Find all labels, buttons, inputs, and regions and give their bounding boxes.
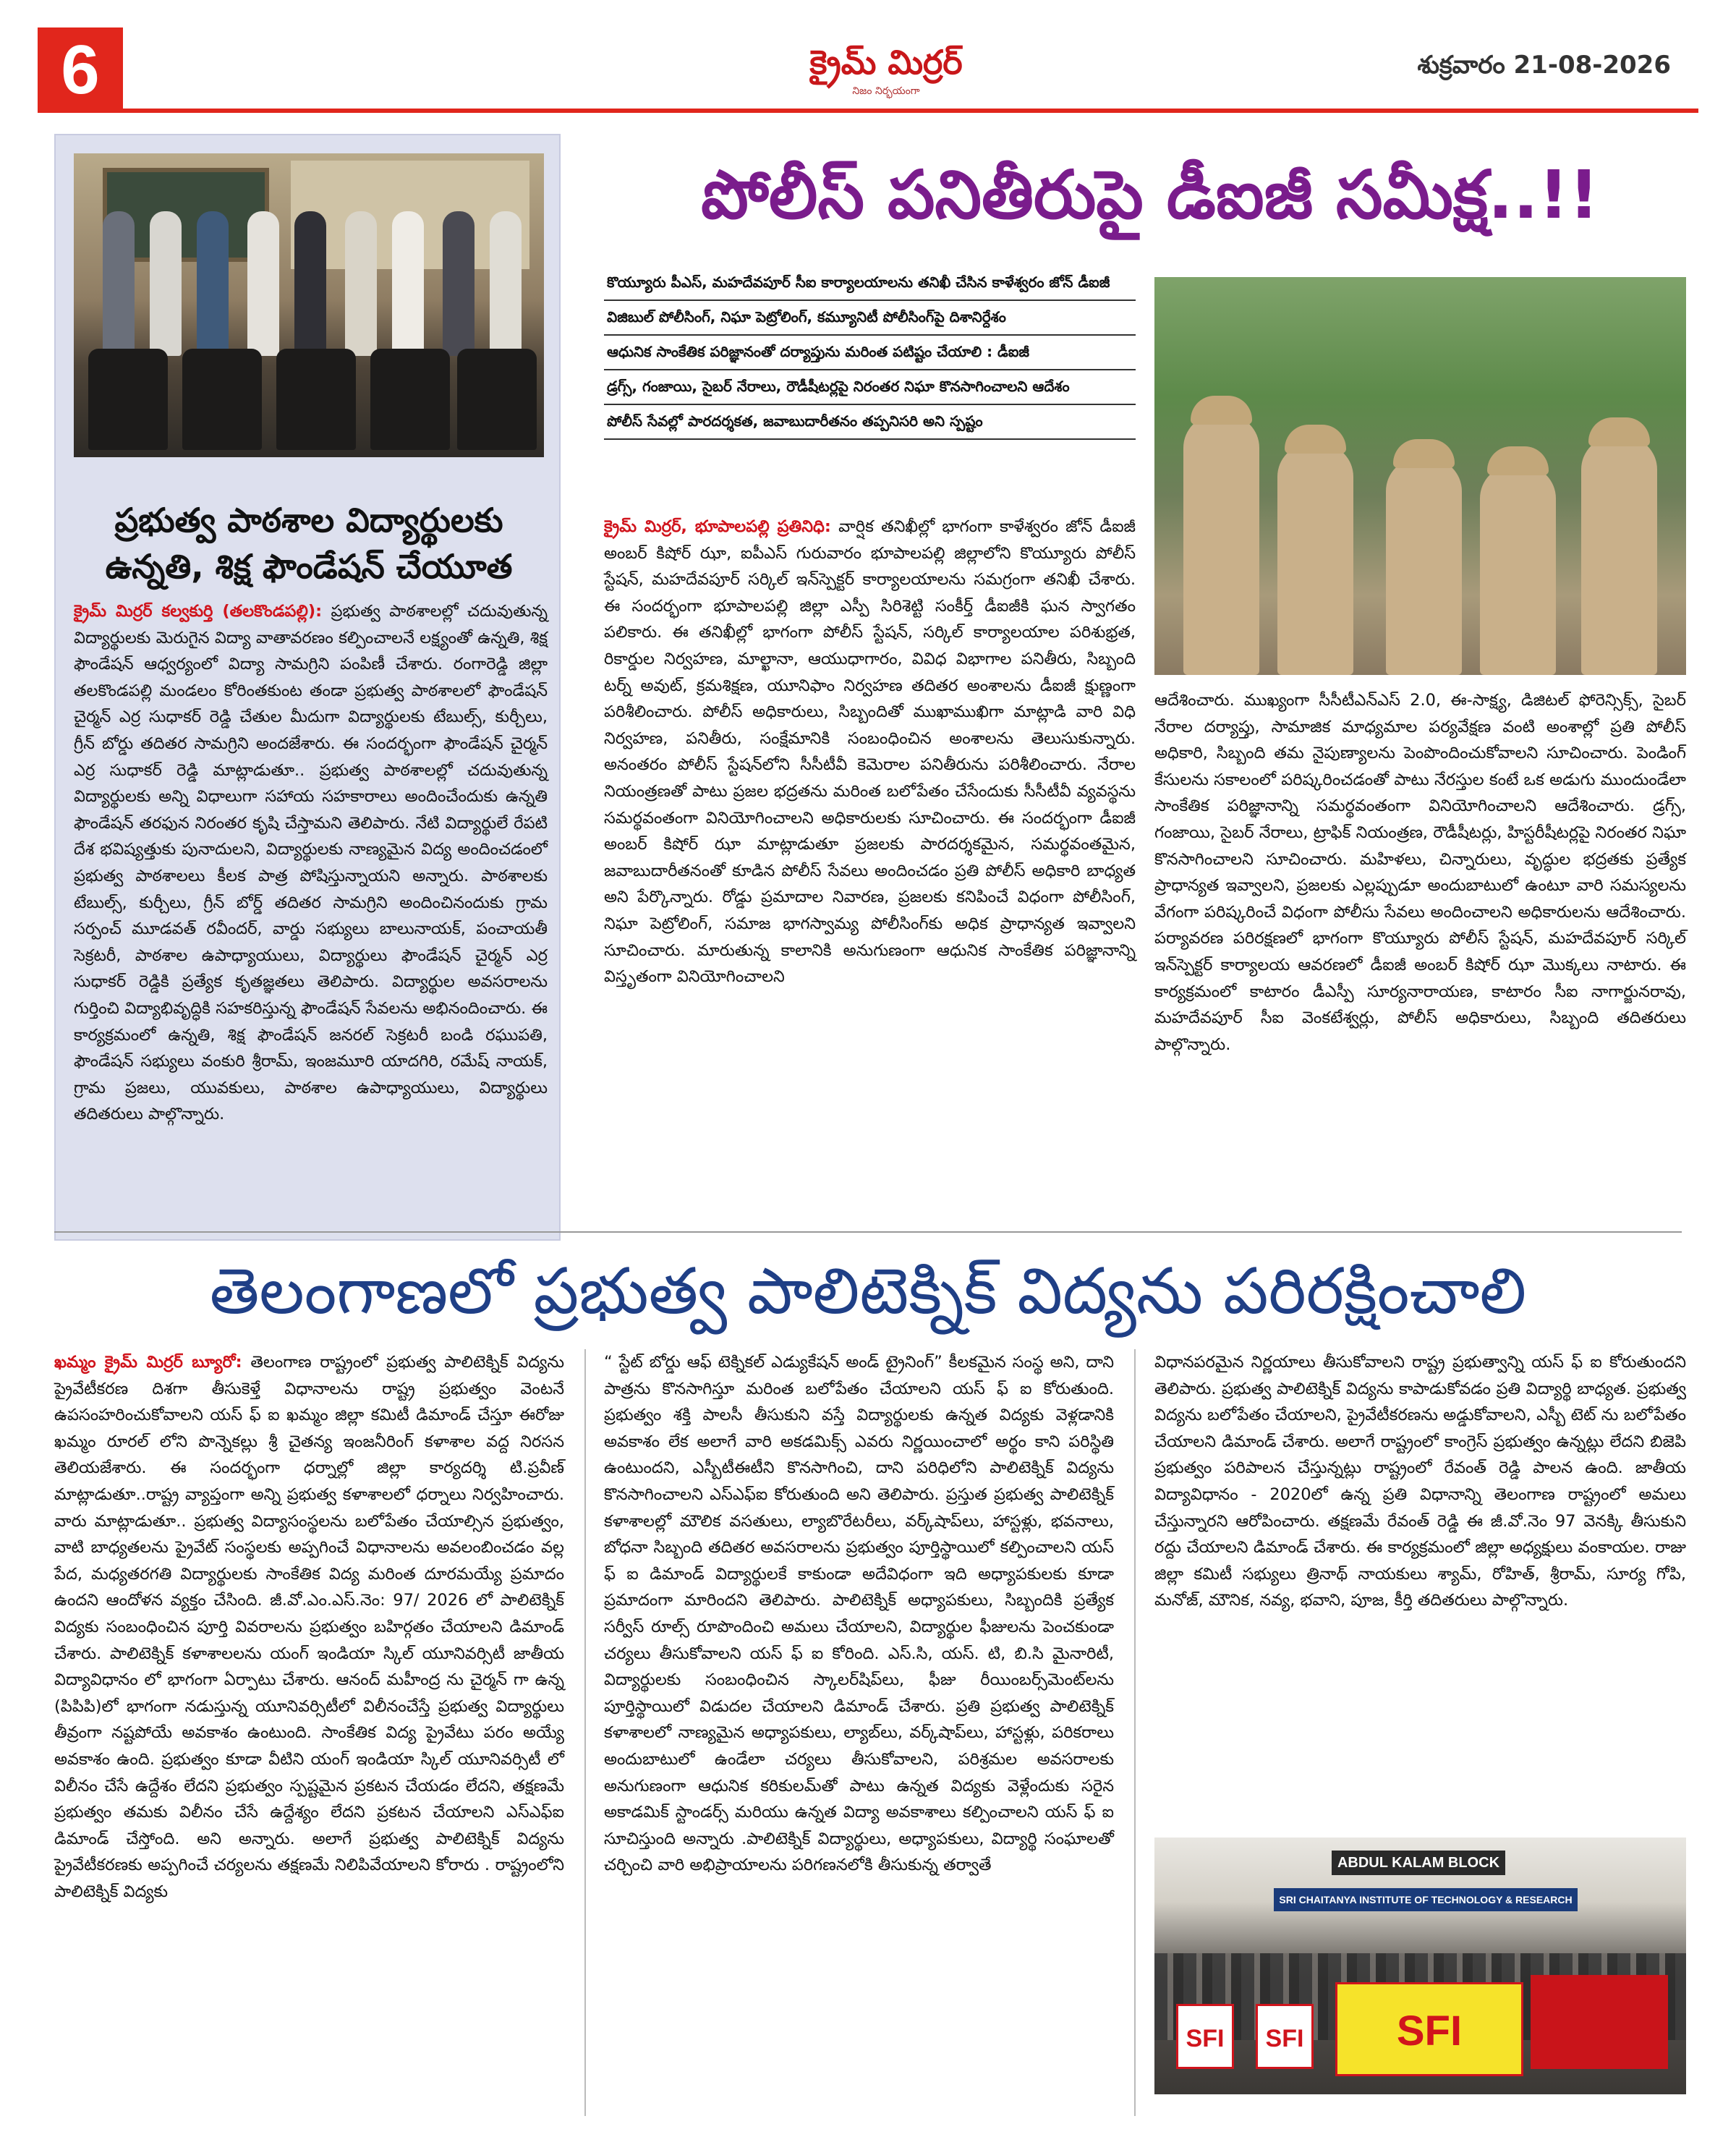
police-cap: [1285, 425, 1346, 454]
highlight-item: విజిబుల్ పోలీసింగ్, నిఘా పెట్రోలింగ్, కమ్యూనిటీ పోలీసింగ్‌పై దిశానిర్దేశం: [604, 301, 1136, 336]
chair: [276, 349, 356, 450]
police-story-headline: పోలీస్ పనితీరుపై డీఐజీ సమీక్ష..!!: [701, 156, 1599, 234]
person-figure: [443, 211, 475, 356]
brand-tagline: నిజం నిర్భయంగా: [852, 85, 920, 97]
polytechnic-story-column-1: [54, 1349, 564, 1905]
chair: [457, 349, 537, 450]
police-story-body-left: [604, 514, 1136, 990]
masthead-divider: [38, 109, 1698, 113]
police-cap: [1393, 439, 1455, 468]
building-sign: ABDUL KALAM BLOCK: [1332, 1851, 1505, 1875]
person-figure: [392, 211, 424, 356]
sfi-flag: SFI: [1176, 2004, 1234, 2069]
school-story-body: [74, 598, 548, 1128]
polytechnic-story-column-2: “ స్టేట్ బోర్డు ఆఫ్ టెక్నికల్ ఎడ్యుకేషన్ అండ్ ట్రైనింగ్” కీలకమైన సంస్థ అని, దాని పాత్రను కొనసాగిస్తూ మరింత బలోపేతం చేయాలని యస్ ఫ్ ఐ కోరుతుంది. ప్రభుత్వం శక్తి పాలసీ తీసుకుని వస్తే విద్యార్థులకు ఉన్నత విద్యకు వెళ్లడానికి అవకాశం లేక అలాగే వారి అకడమిక్స్ ఎవరు నిర్ణయించాలో అర్థం కాని పరిస్థితి ఉంటుందని, ఎస్బీటీఈటీని కొనసాగించి, దాని పరిధిలోని పాలిటెక్నిక్ విద్యను కొనసాగించాలని ఎస్ఎఫ్ఐ కోరుతుంది అని తెలిపారు. ప్రస్తుత ప్రభుత్వ పాలిటెక్నిక్ కళాశాలల్లో మౌలిక వసతులు, ల్యాబొరేటరీలు, వర్క్‌షాప్‌లు, హాస్టళ్లు, భవనాలు, బోధనా సిబ్బంది తదితర అవసరాలను ప్రభుత్వం పూర్తిస్థాయిలో కల్పించాలని యస్ ఫ్ ఐ డిమాండ్ విద్యార్థులకే కాకుండా అదేవిధంగా ఇది అధ్యాపకులకు కూడా ప్రమాదంగా మారిందని తెలిపారు. పాలిటెక్నిక్ అధ్యాపకులు, సిబ్బందికి ప్రత్యేక సర్వీస్ రూల్స్ రూపొందించి అమలు చేయాలని, విద్యార్థుల ఫీజులను పెంచకుండా చర్యలు తీసుకోవాలని యస్ ఫ్ ఐ కోరింది. ఎస్.సి, యస్. టి, బి.సి మైనారిటీ, విద్యార్థులకు సంబంధించిన స్కాలర్‌షిప్‌లు, ఫీజు రీయింబర్స్‌మెంట్‌లను పూర్తిస్థాయిలో విడుదల చేయాలని డిమాండ్ చేశారు. ప్రతి ప్రభుత్వ పాలిటెక్నిక్ కళాశాలలో నాణ్యమైన అధ్యాపకులు, ల్యాబ్‌లు, వర్క్‌షాప్‌లు, హాస్టళ్లు, పరికరాలు అందుబాటులో ఉండేలా చర్యలు తీసుకోవాలని, పరిశ్రమల అవసరాలకు అనుగుణంగా ఆధునిక కరికులమ్‌తో పాటు ఉన్నత విద్యకు వెళ్లేందుకు సరైన అకాడమిక్ స్టాండర్స్ మరియు ఉన్నత విద్యా అవకాశాలు కల్పించాలని యస్ ఫ్ ఐ సూచిస్తుంది అన్నారు .పాలిటెక్నిక్ విద్యార్థులు, అధ్యాపకులు, విద్యార్థి సంఘాలతో చర్చించి వారి అభిప్రాయాలను పరిగణనలోకి తీసుకున్న తర్వాతే: [604, 1353, 1114, 1875]
college-banner: SRI CHAITANYA INSTITUTE OF TECHNOLOGY & RESEARCH: [1274, 1888, 1578, 1911]
person-figure: [103, 211, 135, 356]
sfi-flag: SFI: [1256, 2004, 1314, 2069]
person-figure: [294, 211, 326, 356]
sfi-banner: SFI: [1335, 1982, 1523, 2076]
person-figure: [150, 211, 182, 356]
polytechnic-story-column-3: విధానపరమైన నిర్ణయాలు తీసుకోవాలని రాష్ట్ర ప్రభుత్వాన్ని యస్ ఫ్ ఐ కోరుతుందని తెలిపారు. ప్రభుత్వ పాలిటెక్నిక్ విద్యను కాపాడుకోవడం ప్రతి విద్యార్థి బాధ్యత. ప్రభుత్వ విద్యను బలోపేతం చేయాలని, ప్రైవేటీకరణను అడ్డుకోవాలని, ఎస్బీ టెట్ ను బలోపేతం చేయాలని డిమాండ్ చేశారు. అలాగే రాష్ట్రంలో కాంగ్రెస్ ప్రభుత్వం ఉన్నట్లు లేదని బిజెపి ప్రభుత్వం పరిపాలన చేస్తున్నట్లు రాష్ట్రంలో రేవంత్ రెడ్డి పాలన ఉంది. జాతీయ విద్యావిధానం - 2020లో ఉన్న ప్రతి విధానాన్ని తెలంగాణ రాష్ట్రంలో అమలు చేస్తున్నారని ఆరోపించారు. తక్షణమే రేవంత్ రెడ్డి ఈ జీ.వో.నెం 97 వెనక్కి తీసుకుని రద్దు చేయాలని డిమాండ్ చేశారు. ఈ కార్యక్రమంలో జిల్లా అధ్యక్షులు వంకాయల. రాజు జిల్లా కమిటీ సభ్యులు త్రినాథ్ నాయకులు శ్యామ్, రోహిత్, శ్రీరామ్, సూర్య గోపి, మనోజ్, మౌనిక, నవ్య, భవాని, పూజ, కీర్తి తదితరులు పాల్గొన్నారు.: [1154, 1353, 1686, 1610]
police-cap: [1191, 396, 1252, 425]
column-divider: [584, 1349, 586, 2116]
column-divider: [1134, 1349, 1136, 2116]
school-story-byline: క్రైమ్ మిర్రర్ కల్వకుర్తి (తలకొండపల్లి):: [74, 602, 323, 621]
polytechnic-story-text: తెలంగాణ రాష్ట్రంలో ప్రభుత్వ పాలిటెక్నిక్ విద్యను ప్రైవేటీకరణ దిశగా తీసుకెళ్తే విధానాలను రాష్ట్ర ప్రభుత్వం వెంటనే ఉపసంహరించుకోవాలని యస్ ఫ్ ఐ ఖమ్మం జిల్లా కమిటీ డిమాండ్ చేస్తూ ఈరోజు ఖమ్మం రూరల్ లోని పొన్నెకల్లు శ్రీ చైతన్య ఇంజనీరింగ్ కళాశాల వద్ద నిరసన తెలియజేశారు. ఈ సందర్భంగా ధర్నాల్లో జిల్లా కార్యదర్శి టి.ప్రవీణ్ మాట్లాడుతూ..రాష్ట్ర వ్యాప్తంగా అన్ని ప్రభుత్వ కళాశాలలో ధర్నాలు నిర్వహించారు. వారు మాట్లాడుతూ.. ప్రభుత్వ విద్యాసంస్థలను బలోపేతం చేయాల్సిన ప్రభుత్వం, వాటి బాధ్యతలను ప్రైవేట్ సంస్థలకు అప్పగించే విధానాలను అవలంబించడం వల్ల పేద, మధ్యతరగతి విద్యార్థులకు సాంకేతిక విద్య మరింత దూరమయ్యే ప్రమాదం ఉందని ఆందోళన వ్యక్తం చేసింది. జీ.వో.ఎం.ఎస్.నెం: 97/ 2026 లో పాలిటెక్నిక్ విద్యకు సంబంధించిన పూర్తి వివరాలను ప్రభుత్వం బహిర్గతం చేయాలని డిమాండ్ చేశారు. పాలిటెక్నిక్ కళాశాలలను యంగ్ ఇండియా స్కిల్ యూనివర్సిటీ జాతీయ విద్యావిధానం లో భాగంగా ఏర్పాటు చేశారు. ఆనంద్ మహీంద్ర ను చైర్మన్ గా ఉన్న (పిపిపి)లో భాగంగా నడుస్తున్న యూనివర్సిటీలో విలీనంచేస్తే ప్రభుత్వ విద్యార్థులు తీవ్రంగా నష్టపోయే అవకాశం ఉంటుంది. సాంకేతిక విద్య ప్రైవేటు పరం అయ్యే అవకాశం ఉంది. ప్రభుత్వం కూడా వీటిని యంగ్ ఇండియా స్కిల్ యూనివర్సిటీ లో విలీనం చేసే ఉద్దేశం లేదని ప్రభుత్వం స్పష్టమైన ప్రకటన చేయడం లేదని, తక్షణమే ప్రభుత్వం తమకు విలీనం చేసే ఉద్దేశ్యం లేదని ప్రకటన చేయాలని ఎస్ఎఫ్ఐ డిమాండ్ చేస్తోంది. అని అన్నారు. అలాగే ప్రభుత్వ పాలిటెక్నిక్ విద్యను ప్రైవేటీకరణకు అప్పగించే చర్యలను తక్షణమే నిలిపివేయాలని కోరారు . రాష్ట్రంలోని పాలిటెక్నిక్ విద్యకు: [54, 1353, 564, 1901]
red-banner: [1531, 1975, 1668, 2069]
brand-name: క్రైమ్ మిర్రర్: [809, 43, 963, 82]
police-story-body-right: ఆదేశించారు. ముఖ్యంగా సీసీటీఎన్ఎస్ 2.0, ఈ-సాక్ష్య, డిజిటల్ ఫోరెన్సిక్స్, సైబర్ నేరాల దర్యాప్తు, సామాజిక మాధ్యమాల పర్యవేక్షణ వంటి అంశాల్లో ప్రతి పోలీస్ అధికారి, సిబ్బంది తమ నైపుణ్యాలను పెంపొందించుకోవాలని సూచించారు. పెండింగ్ కేసులను సకాలంలో పరిష్కరించడంతో పాటు నేరస్తుల కంటే ఒక అడుగు ముందుండేలా సాంకేతిక పరిజ్ఞానాన్ని సమర్థవంతంగా వినియోగించాలని ఆదేశించారు. డ్రగ్స్, గంజాయి, సైబర్ నేరాలు, ట్రాఫిక్ నియంత్రణ, రౌడీషీటర్లు, హిస్టరీషీటర్లపై నిరంతర నిఘా కొనసాగించాలని సూచించారు. మహిళలు, చిన్నారులు, వృద్ధుల భద్రతకు ప్రత్యేక ప్రాధాన్యత ఇవ్వాలని, ప్రజలకు ఎల్లప్పుడూ అందుబాటులో ఉంటూ వారి సమస్యలను వేగంగా పరిష్కరించే విధంగా పోలీసు సేవలు అందించాలని అధికారులను ఆదేశించారు. పర్యావరణ పరిరక్షణలో భాగంగా కొయ్యూరు పోలీస్ స్టేషన్, మహదేవపూర్ సర్కిల్ ఇన్‌స్పెక్టర్ కార్యాలయ ఆవరణలో డీఐజీ అంబర్ కిషోర్ ఝా మొక్కలు నాటారు. ఈ కార్యక్రమంలో కాటారం డీఎస్పీ సూర్యనారాయణ, కాటారం సీఐ నాగార్జునరావు, మహదేవపూర్ సీఐ వెంకటేశ్వర్లు, పోలీస్ అధికారులు, సిబ్బంది తదితరులు పాల్గొన్నారు.: [1154, 691, 1686, 1054]
person-figure: [345, 211, 377, 356]
school-photo: [74, 153, 544, 457]
chair: [88, 349, 168, 450]
police-story-byline: క్రైమ్ మిర్రర్, భూపాలపల్లి ప్రతినిధి:: [604, 517, 831, 536]
person-figure: [247, 211, 279, 356]
highlight-item: ఆధునిక సాంకేతిక పరిజ్ఞానంతో దర్యాప్తును మరింత పటిష్టం చేయాలి : డీఐజీ: [604, 336, 1136, 370]
highlight-item: డ్రగ్స్, గంజాయి, సైబర్ నేరాలు, రౌడీషీటర్లపై నిరంతర నిఘా కొనసాగించాలని ఆదేశం: [604, 370, 1136, 405]
school-story-headline: ప్రభుత్వ పాఠశాల విద్యార్థులకు ఉన్నతి, శిక్ష ఫౌండేషన్ చేయూత: [105, 501, 513, 586]
police-cap: [1588, 417, 1650, 446]
polytechnic-story-byline: ఖమ్మం క్రైమ్ మిర్రర్ బ్యూరో:: [54, 1353, 242, 1372]
officer-figure: [1277, 443, 1353, 675]
police-photo: [1154, 277, 1686, 675]
highlight-item: పోలీస్ సేవల్లో పారదర్శకత, జవాబుదారీతనం తప్పనిసరి అని స్పష్టం: [604, 405, 1136, 440]
officer-figure: [1581, 436, 1657, 675]
school-story-box: [54, 134, 561, 1241]
page-number: 6: [38, 27, 123, 113]
officer-figure: [1183, 415, 1259, 675]
protest-photo: [1154, 1838, 1686, 2094]
person-figure: [490, 211, 522, 356]
person-figure: [197, 211, 229, 356]
officer-figure: [1386, 458, 1462, 675]
officer-figure: [1480, 465, 1556, 675]
police-story-highlights: [604, 266, 1136, 440]
section-divider: [54, 1231, 1682, 1233]
police-cap: [1487, 446, 1549, 475]
chair: [182, 349, 262, 450]
school-story-text: ప్రభుత్వ పాఠశాలల్లో చదువుతున్న విద్యార్థులకు మెరుగైన విద్యా వాతావరణం కల్పించాలనే లక్ష్యంతో ఉన్నతి, శిక్ష ఫౌండేషన్ ఆధ్వర్యంలో విద్యా సామగ్రిని పంపిణీ చేశారు. రంగారెడ్డి జిల్లా తలకొండపల్లి మండలం కోరింతకుంట తండా ప్రభుత్వ పాఠశాలలో ఫౌండేషన్ చైర్మన్ ఎర్ర సుధాకర్ రెడ్డి చేతుల మీదుగా విద్యార్థులకు టేబుల్స్, కుర్చీలు, గ్రీన్ బోర్డు తదితర సామగ్రిని అందజేశారు. ఈ సందర్భంగా ఫౌండేషన్ చైర్మన్ ఎర్ర సుధాకర్ రెడ్డి మాట్లాడుతూ.. ప్రభుత్వ పాఠశాలల్లో చదువుతున్న విద్యార్థులకు అన్ని విధాలుగా సహాయ సహకారాలు అందించేందుకు ఉన్నతి ఫౌండేషన్ తరఫున నిరంతర కృషి చేస్తామని తెలిపారు. నేటి విద్యార్థులే రేపటి దేశ భవిష్యత్తుకు పునాదులని, విద్యార్థులకు నాణ్యమైన విద్య అందించడంలో ప్రభుత్వ పాఠశాలలు కీలక పాత్ర పోషిస్తున్నాయని అన్నారు. పాఠశాలకు టేబుల్స్, కుర్చీలు, గ్రీన్ బోర్డ్ తదితర సామగ్రిని అందించినందుకు గ్రామ సర్పంచ్ మూడవత్ రవీందర్, వార్డు సభ్యులు బాలునాయక్, పంచాయతీ సెక్రటరీ, పాఠశాల ఉపాధ్యాయులు, విద్యార్థులు ఫౌండేషన్ చైర్మన్ ఎర్ర సుధాకర్ రెడ్డికి ప్రత్యేక కృతజ్ఞతలు తెలిపారు. విద్యార్థుల అవసరాలను గుర్తించి విద్యాభివృద్ధికి సహకరిస్తున్న ఫౌండేషన్ సేవలను అభినందించారు. ఈ కార్యక్రమంలో ఉన్నతి, శిక్ష ఫౌండేషన్ జనరల్ సెక్రటరీ బండి రఘుపతి, ఫౌండేషన్ సభ్యులు వంకురి శ్రీరామ్, ఇంజమూరి యాదగిరి, రమేష్ నాయక్, గ్రామ ప్రజలు, యువకులు, పాఠశాల ఉపాధ్యాయులు, విద్యార్థులు తదితరులు పాల్గొన్నారు.: [74, 602, 548, 1124]
newspaper-logo: [756, 41, 1016, 106]
issue-date: శుక్రవారం 21-08-2026: [1417, 51, 1671, 80]
highlight-item: కొయ్యూరు పీఎస్, మహదేవపూర్ సీఐ కార్యాలయాలను తనిఖీ చేసిన కాళేశ్వరం జోన్ డీఐజీ: [604, 266, 1136, 301]
police-story-text: వార్షిక తనిఖీల్లో భాగంగా కాళేశ్వరం జోన్ డీఐజీ అంబర్ కిషోర్ ఝా, ఐపీఎస్ గురువారం భూపాలపల్లి జిల్లాలోని కొయ్యూరు పోలీస్ స్టేషన్, మహదేవపూర్ సర్కిల్ ఇన్‌స్పెక్టర్ కార్యాలయాలను సమగ్రంగా తనిఖీ చేశారు. ఈ సందర్భంగా భూపాలపల్లి జిల్లా ఎస్పీ సిరిశెట్టి సంకీర్త్ డీఐజీకి ఘన స్వాగతం పలికారు. ఈ తనిఖీల్లో భాగంగా పోలీస్ స్టేషన్, సర్కిల్ కార్యాలయాల పరిశుభ్రత, రికార్డుల నిర్వహణ, మాల్ఖానా, ఆయుధాగారం, వివిధ విభాగాల పనితీరు, సిబ్బంది టర్న్ అవుట్, క్రమశిక్షణ, యూనిఫాం నిర్వహణ తదితర అంశాలను డీఐజీ క్షుణ్ణంగా పరిశీలించారు. పోలీస్ అధికారులు, సిబ్బందితో ముఖాముఖిగా మాట్లాడి వారి విధి నిర్వహణ, పనితీరు, సంక్షేమానికి సంబంధించిన అంశాలను తెలుసుకున్నారు. అనంతరం పోలీస్ స్టేషన్‌లోని సీసీటీవీ కెమెరాల పనితీరును పరిశీలించారు. నేరాల నియంత్రణతో పాటు ప్రజల భద్రతను మరింత బలోపేతం చేసేందుకు సీసీటీవీ వ్యవస్థను సమర్థవంతంగా వినియోగించాలని అధికారులకు సూచించారు. ఈ సందర్భంగా డీఐజీ అంబర్ కిషోర్ ఝా మాట్లాడుతూ ప్రజలకు పారదర్శకమైన, సమర్థవంతమైన, జవాబుదారీతనంతో కూడిన పోలీస్ సేవలు అందించడం ప్రతి పోలీస్ అధికారి బాధ్యత అని పేర్కొన్నారు. రోడ్డు ప్రమాదాల నివారణ, ప్రజలకు కనిపించే విధంగా పోలీసింగ్, నిఘా పెట్రోలింగ్, సమాజ భాగస్వామ్య పోలీసింగ్‌కు అధిక ప్రాధాన్యత ఇవ్వాలని సూచించారు. మారుతున్న కాలానికి అనుగుణంగా ఆధునిక సాంకేతిక పరిజ్ఞానాన్ని విస్తృతంగా వినియోగించాలని: [604, 517, 1136, 987]
polytechnic-story-headline: తెలంగాణలో ప్రభుత్వ పాలిటెక్నిక్ విద్యను పరిరక్షించాలి: [209, 1254, 1527, 1328]
chair: [370, 349, 450, 450]
